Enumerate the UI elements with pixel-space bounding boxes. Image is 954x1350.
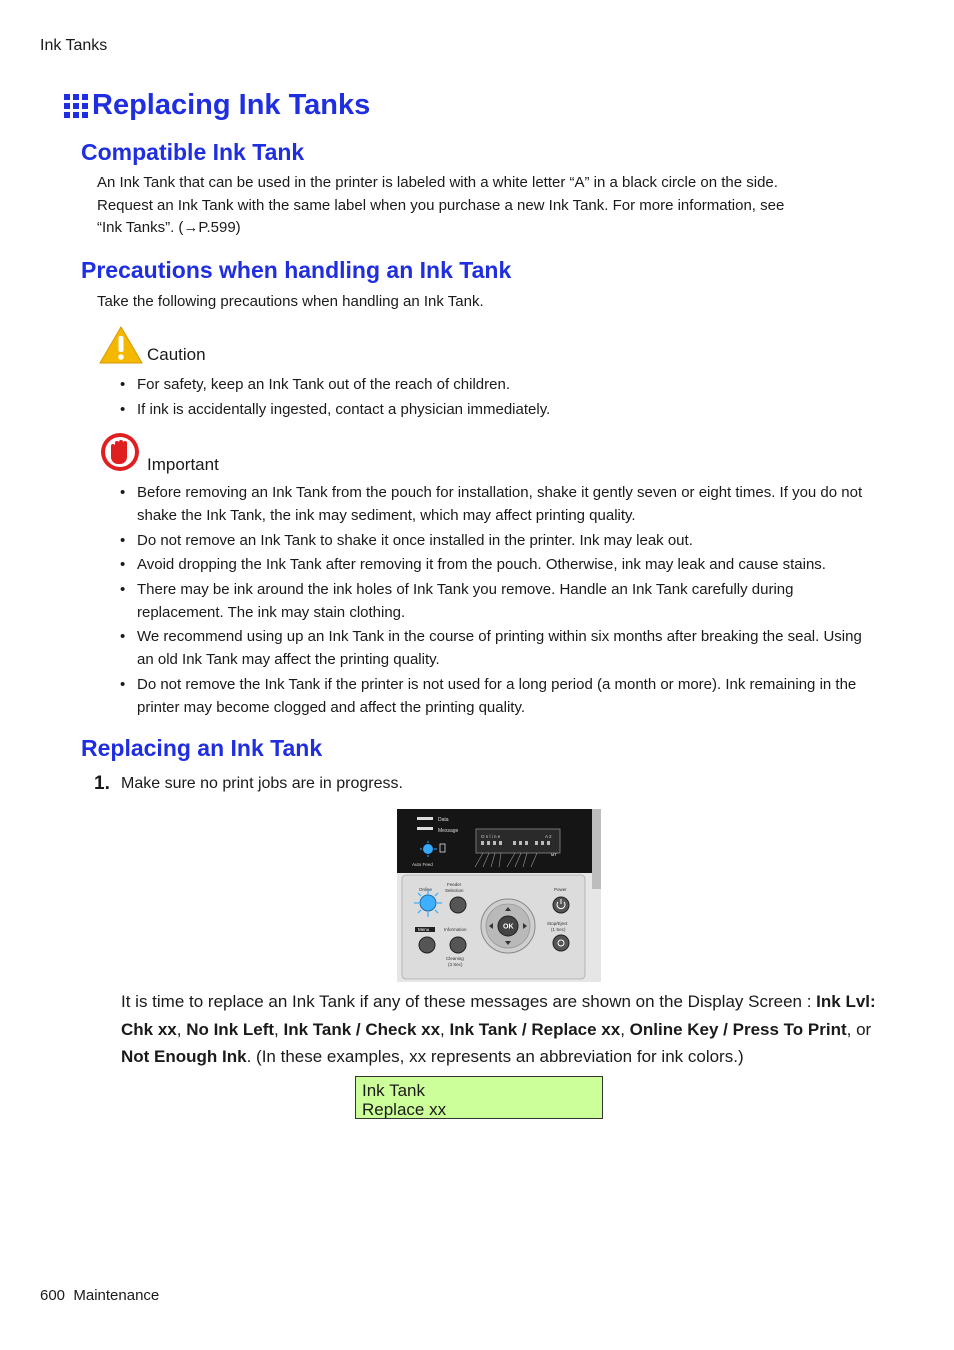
caution-heading	[99, 325, 206, 365]
separator: ,	[440, 1019, 450, 1039]
precautions-intro: Take the following precautions when handling an Ink Tank.	[97, 293, 484, 310]
running-header: Ink Tanks	[40, 37, 108, 54]
power-button[interactable]	[553, 897, 569, 913]
caution-triangle-icon	[99, 325, 143, 365]
ok-label: OK	[503, 923, 514, 931]
cleaning-sub-label: (3 Sec)	[448, 962, 463, 967]
message-ink-tank-check: Ink Tank / Check xx	[283, 1019, 441, 1039]
display-line-2: Replace xx	[362, 1100, 447, 1119]
important-list	[120, 481, 880, 720]
power-label: Power	[554, 887, 567, 892]
compatible-line-2: Request an Ink Tank with the same label when you purchase a new Ink Tank. For more information, see	[97, 196, 785, 214]
message-online-key: Online Key / Press To Print	[629, 1019, 847, 1039]
message-ink-tank-replace: Ink Tank / Replace xx	[449, 1019, 621, 1039]
selection-label: Selection	[445, 888, 464, 893]
important-item: • Do not remove the Ink Tank if the printer is not used for a long period (a month or more). Ink remaining in the printer may become clogged and affect the printing quality.	[120, 673, 880, 719]
message-not-enough-ink: Not Enough Ink	[121, 1047, 247, 1066]
message-lamp	[417, 827, 433, 830]
menu-button[interactable]	[419, 937, 435, 953]
auto-feed-label: Auto Feed	[412, 862, 433, 867]
separator: ,	[176, 1019, 187, 1039]
control-panel-illustration	[397, 809, 601, 982]
data-lamp	[417, 817, 433, 820]
menu-label: Menu	[418, 927, 430, 932]
important-item: • There may be ink around the ink holes of Ink Tank you remove. Handle an Ink Tank carefully during replacement. The ink may stain clothing.	[120, 578, 880, 624]
caution-list	[120, 373, 880, 422]
heading-replacing: Replacing an Ink Tank	[81, 735, 323, 761]
separator: ,	[274, 1019, 284, 1039]
feeder-selection-button[interactable]	[450, 897, 466, 913]
page-title-text: Replacing Ink Tanks	[92, 89, 371, 121]
display-line-1: Ink Tank	[362, 1081, 426, 1100]
compatible-line-1: An Ink Tank that can be used in the printer is labeled with a white letter “A” in a black circle on the side.	[97, 174, 778, 191]
important-item: • Avoid dropping the Ink Tank after removing it from the pouch. Otherwise, ink may leak and cause stains.	[120, 553, 880, 576]
explanation-text: It is time to replace an Ink Tank if any of these messages are shown on the Display Screen :	[121, 992, 817, 1011]
important-item: • Do not remove an Ink Tank to shake it once installed in the printer. Ink may leak out.	[120, 529, 880, 552]
important-item: • We recommend using up an Ink Tank in the course of printing within six months after breaking the seal. Using an old Ink Tank may affect the printing quality.	[120, 625, 880, 671]
caution-item: • If ink is accidentally ingested, contact a physician immediately.	[120, 398, 880, 421]
compatible-paragraph	[97, 172, 877, 240]
important-hand-icon	[99, 431, 143, 475]
message-no-ink-left: No Ink Left	[186, 1019, 275, 1039]
caution-item: • For safety, keep an Ink Tank out of the reach of children.	[120, 373, 880, 396]
message-explanation	[121, 988, 881, 1071]
explanation-text: . (In these examples, xx represents an abbreviation for ink colors.)	[246, 1047, 744, 1066]
mt-label: MT	[551, 852, 557, 857]
heading-precautions: Precautions when handling an Ink Tank	[81, 257, 512, 283]
message-lamp-label: Message	[438, 828, 459, 834]
footer-section-name: Maintenance	[73, 1287, 160, 1304]
caution-label: Caution	[147, 345, 206, 364]
step-number: 1.	[94, 773, 110, 794]
heading-compatible: Compatible Ink Tank	[81, 139, 305, 165]
separator: , or	[846, 1019, 872, 1039]
feeder-label: Feeder	[447, 882, 462, 887]
page-number: 600	[40, 1287, 66, 1304]
stop-eject-button[interactable]	[553, 935, 569, 951]
message-ink-lvl: Ink Lvl: Chk xx	[121, 992, 876, 1039]
separator: ,	[620, 1019, 630, 1039]
display-message-box	[355, 1076, 603, 1119]
section-grid-icon	[64, 94, 88, 118]
information-button[interactable]	[450, 937, 466, 953]
page-footer	[40, 1287, 159, 1304]
information-label: Information	[444, 927, 467, 932]
online-button[interactable]	[414, 889, 442, 917]
page-title	[64, 89, 370, 122]
compatible-line-3: “Ink Tanks”. (→P.599)	[97, 219, 241, 236]
important-heading	[99, 431, 219, 475]
stop-eject-sub-label: (1 Sec)	[551, 927, 566, 932]
cleaning-label: Cleaning	[446, 956, 464, 961]
important-label: Important	[147, 455, 219, 474]
display-size-text: A 2	[545, 834, 552, 839]
step-text: Make sure no print jobs are in progress.	[121, 775, 403, 792]
data-lamp-label: Data	[438, 817, 449, 823]
display-online-text: O n l i n e	[481, 834, 501, 839]
stop-eject-label: Stop/Eject	[547, 921, 568, 926]
online-label: Online	[419, 887, 433, 892]
important-item: • Before removing an Ink Tank from the pouch for installation, shake it gently seven or eight times. If you do not shake the Ink Tank, the ink may sediment, which may affect printing quality.	[120, 481, 880, 527]
